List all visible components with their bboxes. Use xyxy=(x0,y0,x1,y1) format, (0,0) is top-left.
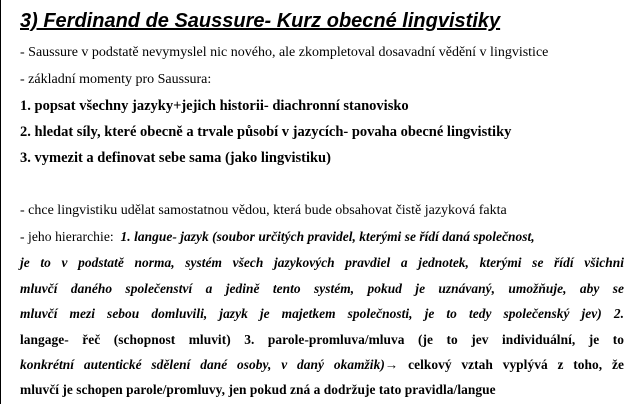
hierarchy-line-7: mluvčí je schopen parole/promluvy, jen pokud zná a dodržuje tato pravidla/langue xyxy=(20,382,496,397)
moments-intro-line: - základní momenty pro Saussura: xyxy=(20,72,212,87)
moment-item-1: 1. popsat všechny jazyky+jejich historii- diachronní stanovisko xyxy=(20,98,409,114)
hierarchy-line-2: je to v podstatě norma, systém všech jazykových pravdiel a jednotek, kterými se řídí všichni xyxy=(20,255,624,270)
moment-item-2: 2. hledat síly, které obecně a trvale působí v jazycích- povaha obecné lingvistiky xyxy=(20,124,512,140)
hierarchy-parole-text: konkrétní autentické sdělení dané osoby, v daný okamžik) xyxy=(20,357,385,372)
hierarchy-lead: - jeho hierarchie: xyxy=(20,229,114,244)
hierarchy-line-3: mluvčí daného společenství a jedině tento systém, pokud je uznávaný, umožňuje, aby se xyxy=(20,281,624,296)
hierarchy-line-1 xyxy=(20,229,535,245)
section-heading: 3) Ferdinand de Saussure- Kurz obecné lingvistiky xyxy=(20,10,501,32)
moment-item-3: 3. vymezit a definovat sebe sama (jako lingvistiku) xyxy=(20,150,331,166)
hierarchy-langue-text: 1. langue- jazyk (soubor určitých pravidel, kterými se řídí daná společnost, xyxy=(120,229,535,244)
hierarchy-relation-text: → celkový vztah vyplývá z toho, že xyxy=(384,357,624,372)
hierarchy-line-6 xyxy=(20,357,624,373)
hierarchy-line-5: langage- řeč (schopnost mluvit) 3. parole-promluva/mluva (je to jev individuální, je to xyxy=(20,332,624,347)
intro-line: - Saussure v podstatě nevymyslel nic nového, ale zkompletoval dosavadní vědění v lingvistice xyxy=(20,45,549,60)
page-edge-line xyxy=(0,0,1,404)
hierarchy-line-4: mluvčí mezi sebou domluvili, jazyk je majetkem společnosti, je to tedy společenský jev) 2. xyxy=(20,306,624,321)
aim-line: - chce lingvistiku udělat samostatnou vědou, která bude obsahovat čistě jazyková fakta xyxy=(20,203,507,218)
